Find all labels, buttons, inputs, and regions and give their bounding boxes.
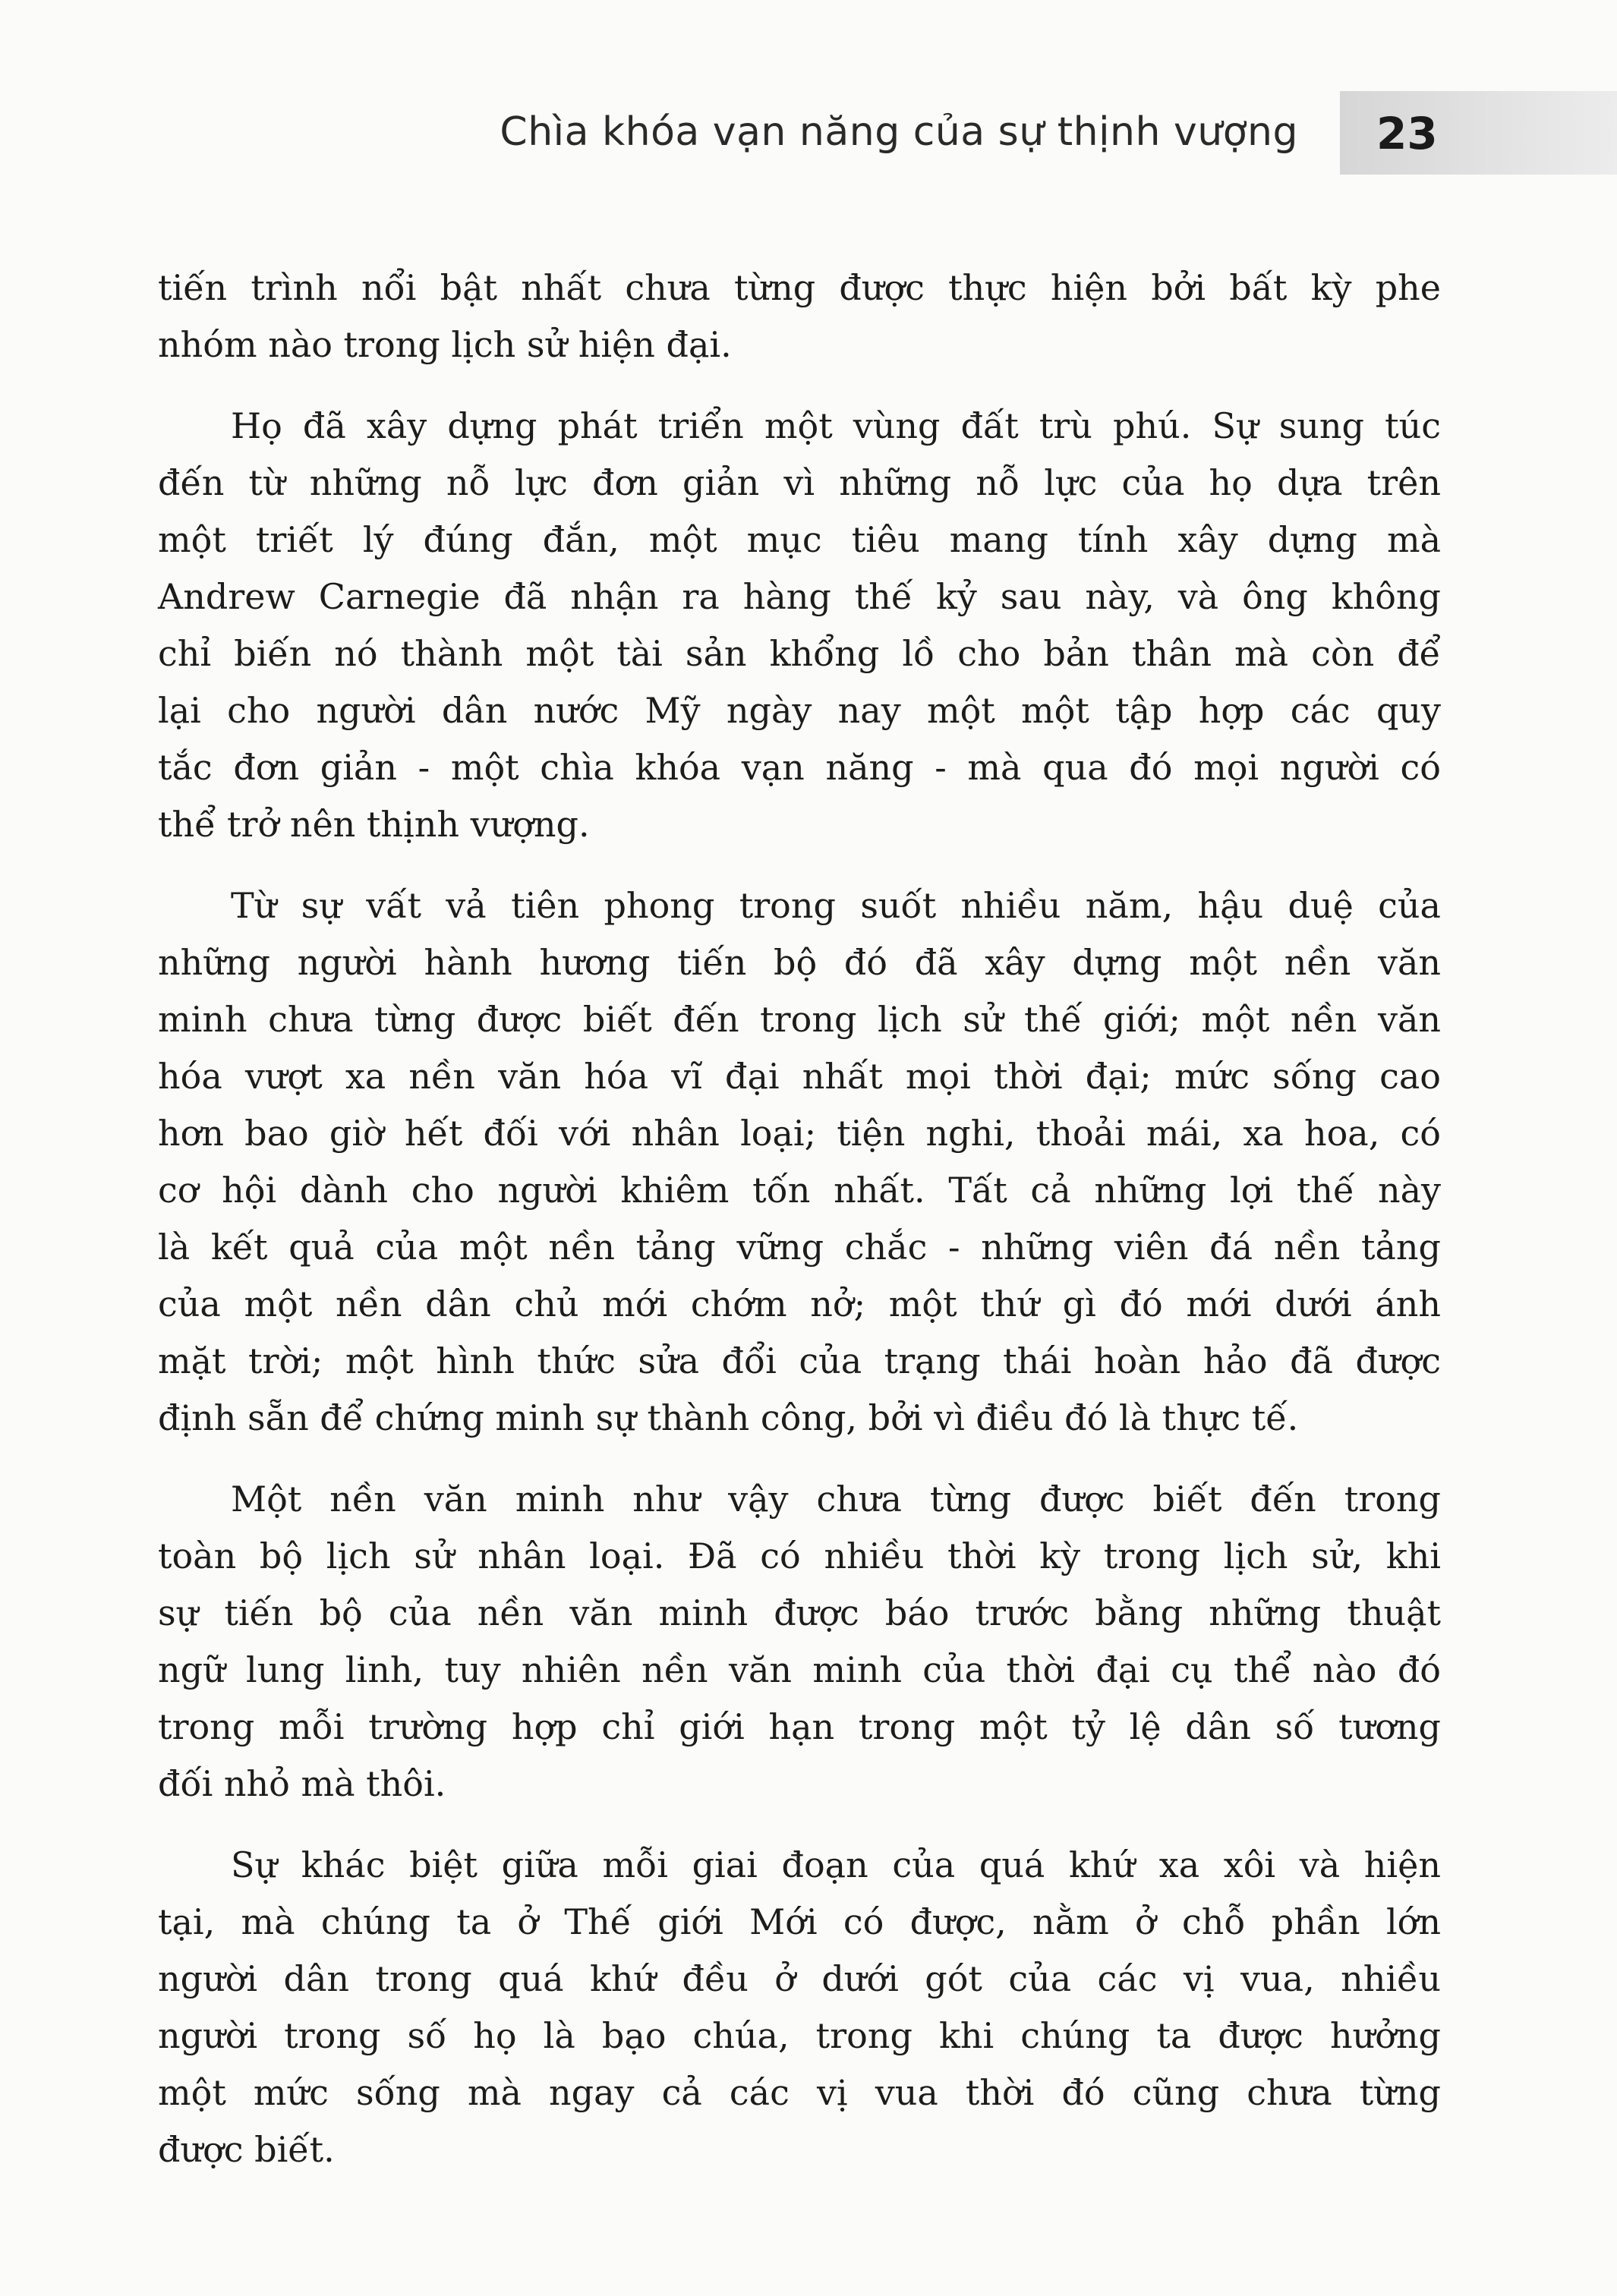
text-line: là kết quả của một nền tảng vững chắc - những viên đá nền tảng <box>158 1227 1441 1268</box>
page-number-tab <box>1340 91 1617 175</box>
text-line: cơ hội dành cho người khiêm tốn nhất. Tất cả những lợi thế này <box>158 1170 1441 1211</box>
text-line: những người hành hương tiến bộ đó đã xây dựng một nền văn <box>158 942 1441 983</box>
text-line: chỉ biến nó thành một tài sản khổng lồ cho bản thân mà còn để <box>158 633 1441 674</box>
text-line: Họ đã xây dựng phát triển một vùng đất trù phú. Sự sung túc <box>231 405 1441 446</box>
text-line: định sẵn để chứng minh sự thành công, bởi vì điều đó là thực tế. <box>158 1397 1299 1438</box>
paragraph <box>158 1471 1441 1813</box>
text-line: toàn bộ lịch sử nhân loại. Đã có nhiều thời kỳ trong lịch sử, khi <box>158 1535 1441 1576</box>
running-title: Chìa khóa vạn năng của sự thịnh vượng <box>500 109 1298 155</box>
paragraph <box>158 877 1441 1447</box>
text-line: hóa vượt xa nền văn hóa vĩ đại nhất mọi thời đại; mức sống cao <box>158 1056 1441 1097</box>
text-line: ngữ lung linh, tuy nhiên nền văn minh của thời đại cụ thể nào đó <box>158 1649 1441 1690</box>
paragraph <box>158 398 1441 853</box>
text-line: Một nền văn minh như vậy chưa từng được biết đến trong <box>231 1479 1441 1520</box>
text-line: mặt trời; một hình thức sửa đổi của trạng thái hoàn hảo đã được <box>158 1340 1441 1381</box>
text-line: một triết lý đúng đắn, một mục tiêu mang tính xây dựng mà <box>158 519 1441 560</box>
text-line: sự tiến bộ của nền văn minh được báo trước bằng những thuật <box>158 1592 1441 1633</box>
text-line: Từ sự vất vả tiên phong trong suốt nhiều năm, hậu duệ của <box>231 885 1441 926</box>
text-line: người trong số họ là bạo chúa, trong khi chúng ta được hưởng <box>158 2015 1441 2056</box>
text-line: nhóm nào trong lịch sử hiện đại. <box>158 324 732 365</box>
paragraph <box>158 1837 1441 2178</box>
text-line: minh chưa từng được biết đến trong lịch sử thế giới; một nền văn <box>158 999 1441 1040</box>
text-line: thể trở nên thịnh vượng. <box>158 804 590 845</box>
text-line: được biết. <box>158 2129 335 2170</box>
text-line: tiến trình nổi bật nhất chưa từng được thực hiện bởi bất kỳ phe <box>158 267 1441 308</box>
text-line: Andrew Carnegie đã nhận ra hàng thế kỷ sau này, và ông không <box>158 576 1441 617</box>
text-line: hơn bao giờ hết đối với nhân loại; tiện nghi, thoải mái, xa hoa, có <box>158 1113 1441 1154</box>
text-line: người dân trong quá khứ đều ở dưới gót của các vị vua, nhiều <box>158 1958 1441 1999</box>
running-header <box>0 91 1617 175</box>
text-line: đến từ những nỗ lực đơn giản vì những nỗ lực của họ dựa trên <box>158 462 1441 503</box>
text-line: của một nền dân chủ mới chớm nở; một thứ gì đó mới dưới ánh <box>158 1283 1441 1324</box>
text-line: lại cho người dân nước Mỹ ngày nay một một tập hợp các quy <box>158 690 1441 731</box>
text-line: một mức sống mà ngay cả các vị vua thời đó cũng chưa từng <box>158 2072 1441 2113</box>
text-line: Sự khác biệt giữa mỗi giai đoạn của quá khứ xa xôi và hiện <box>231 1844 1441 1885</box>
text-line: tắc đơn giản - một chìa khóa vạn năng - mà qua đó mọi người có <box>158 747 1441 788</box>
text-line: tại, mà chúng ta ở Thế giới Mới có được, nằm ở chỗ phần lớn <box>158 1901 1441 1942</box>
text-line: trong mỗi trường hợp chỉ giới hạn trong một tỷ lệ dân số tương <box>158 1706 1441 1747</box>
page-number: 23 <box>1376 108 1438 159</box>
text-line: đối nhỏ mà thôi. <box>158 1763 446 1804</box>
paragraph <box>158 260 1441 373</box>
body-text <box>158 260 1441 2178</box>
